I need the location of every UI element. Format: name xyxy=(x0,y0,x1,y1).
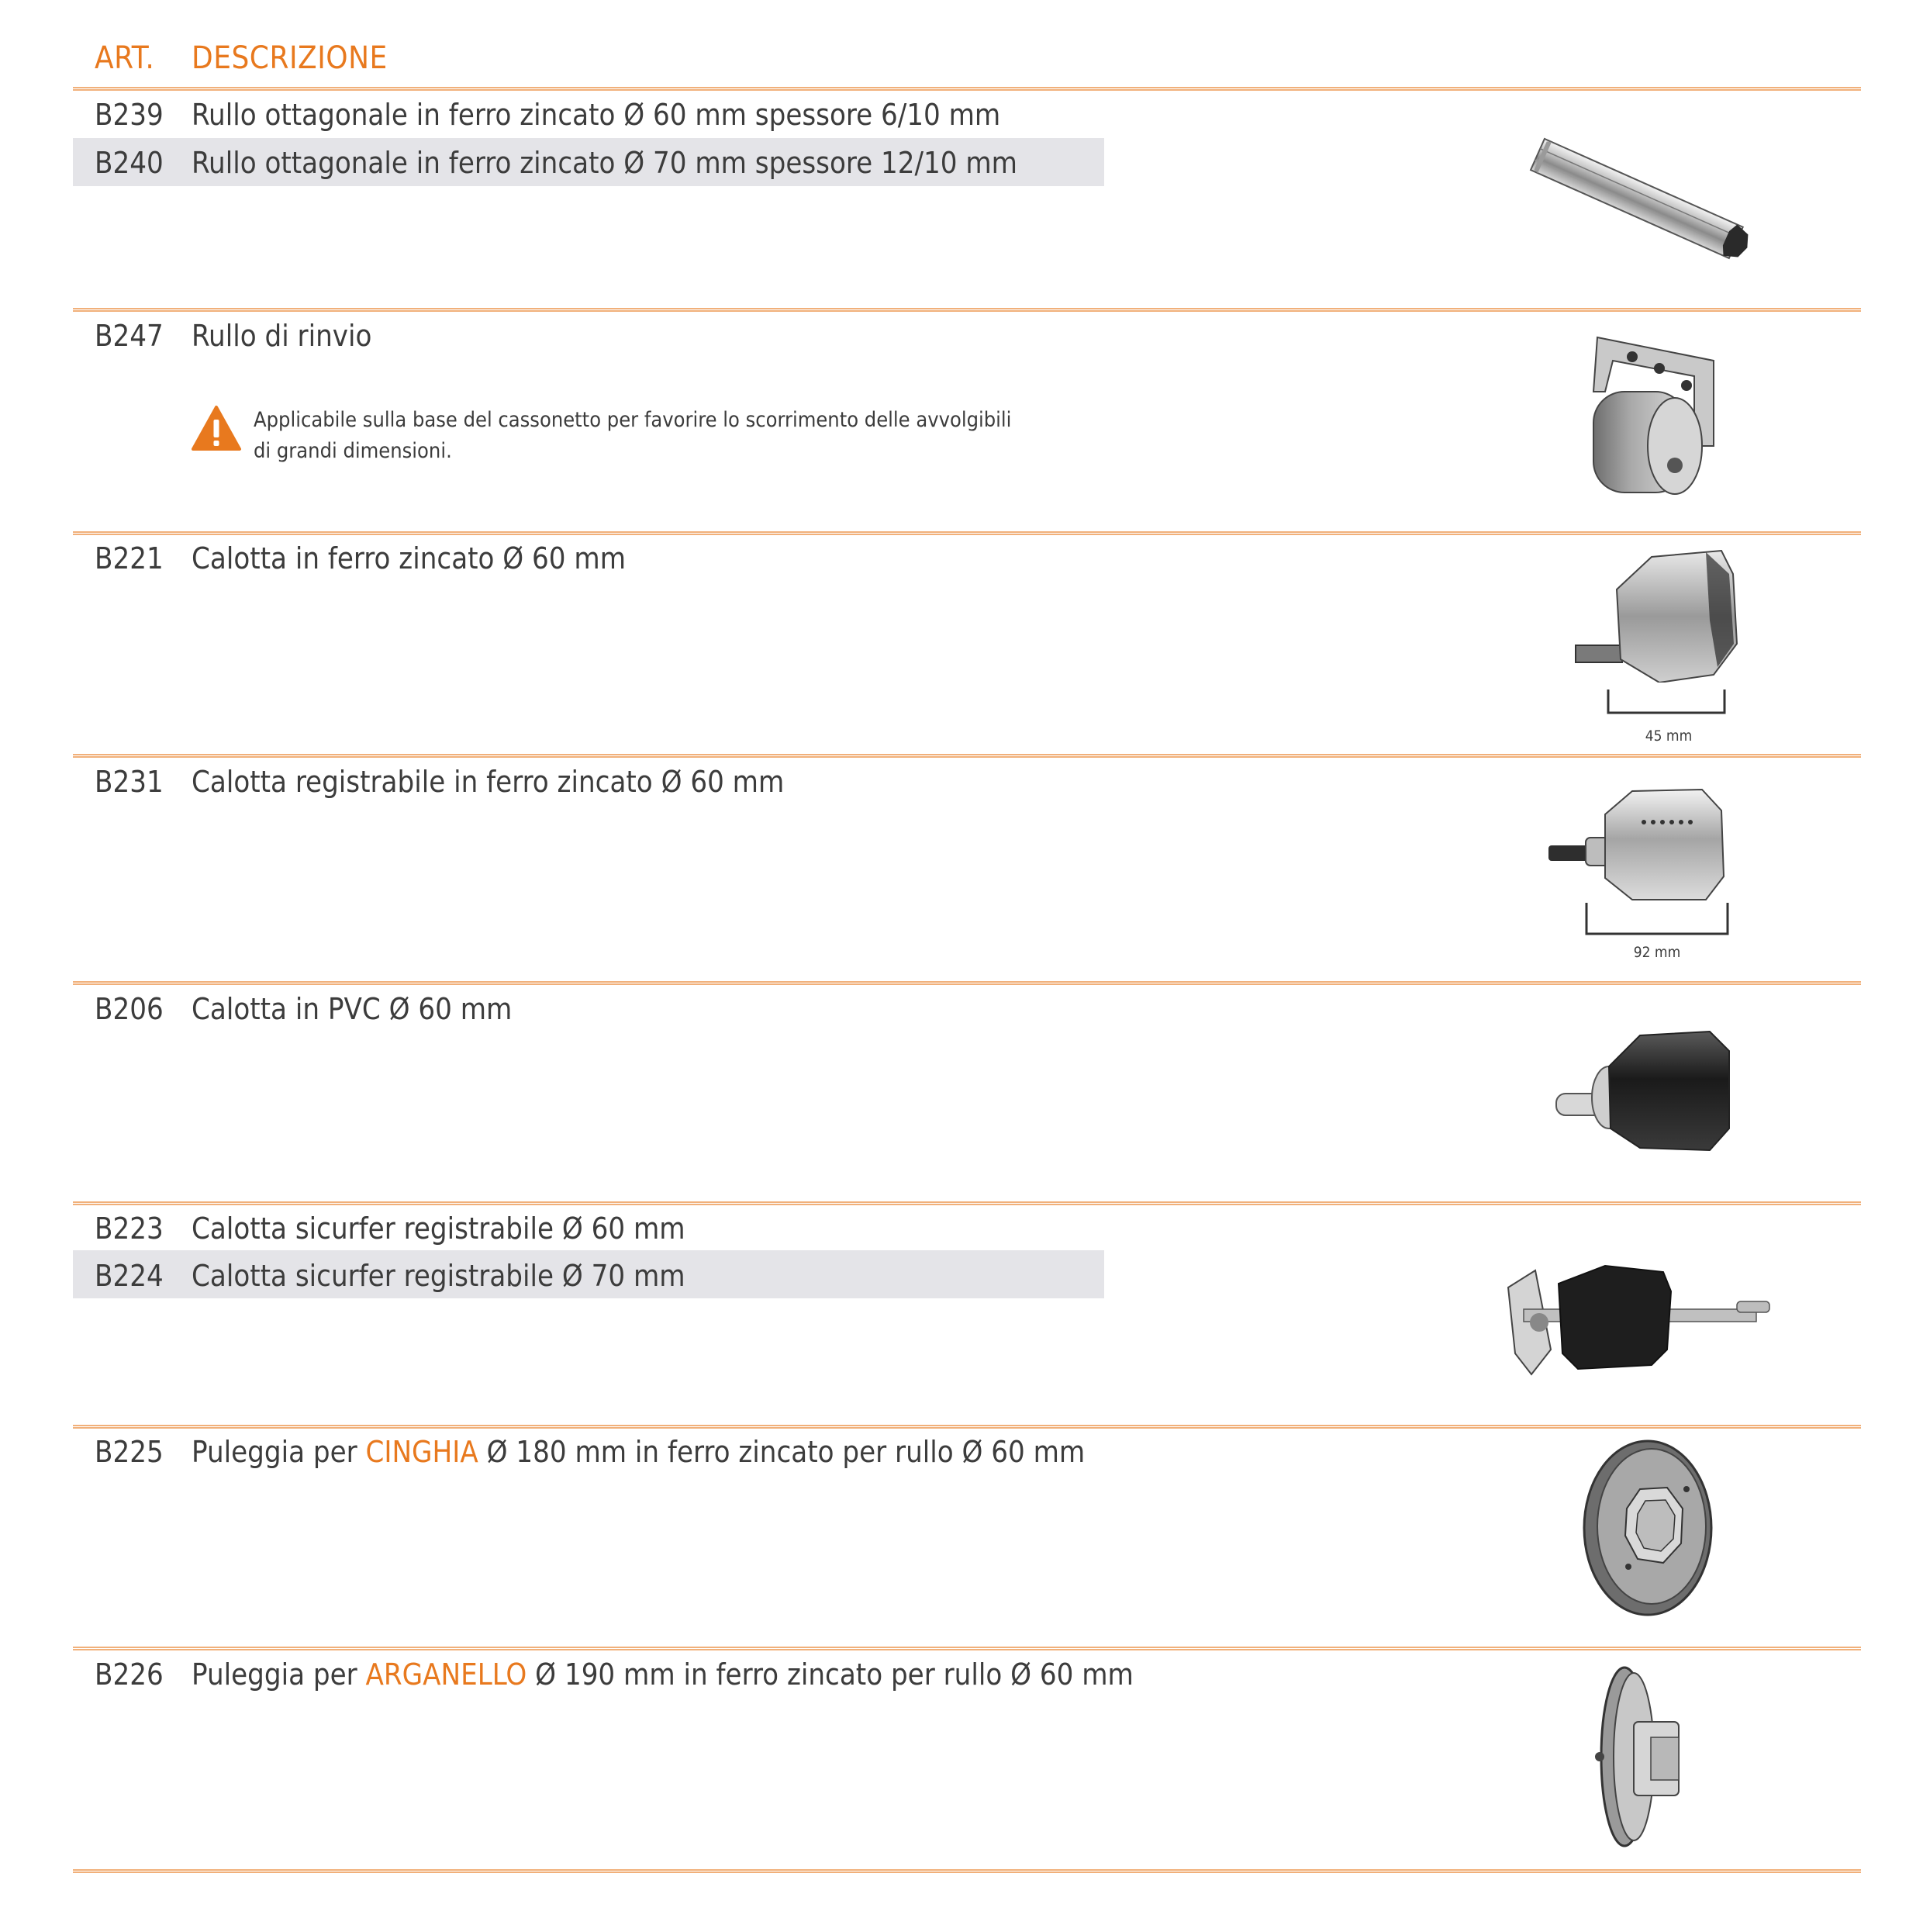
sicurfer-cap-image xyxy=(1504,1256,1772,1388)
article-description: Rullo ottagonale in ferro zincato Ø 70 mm spessore 12/10 mm xyxy=(192,146,1017,180)
note-line: di grandi dimensioni. xyxy=(254,439,452,463)
dimension-label: 45 mm xyxy=(1645,728,1693,745)
adjustable-cap-image xyxy=(1547,783,1733,907)
article-code: B224 xyxy=(95,1259,164,1293)
article-code: B231 xyxy=(95,765,164,799)
separator xyxy=(73,308,1861,312)
column-header-art: ART. xyxy=(95,40,155,76)
article-code: B247 xyxy=(95,319,164,353)
article-code: B239 xyxy=(95,98,164,132)
article-description: Calotta sicurfer registrabile Ø 70 mm xyxy=(192,1259,685,1293)
pvc-cap-image xyxy=(1555,1020,1741,1156)
article-description xyxy=(192,1435,1085,1469)
article-description: Calotta in ferro zincato Ø 60 mm xyxy=(192,541,627,575)
highlight-cinghia: CINGHIA xyxy=(365,1435,478,1469)
separator xyxy=(73,531,1861,535)
separator xyxy=(73,981,1861,985)
separator xyxy=(73,1201,1861,1205)
description-text: Ø 180 mm in ferro zincato per rullo Ø 60 mm xyxy=(478,1435,1086,1469)
separator xyxy=(73,87,1861,91)
column-header-descrizione: DESCRIZIONE xyxy=(192,40,388,76)
separator xyxy=(73,1425,1861,1429)
description-text: Puleggia per xyxy=(192,1435,366,1469)
zinc-cap-image xyxy=(1574,543,1745,683)
article-code: B240 xyxy=(95,146,164,180)
article-description: Calotta in PVC Ø 60 mm xyxy=(192,992,513,1026)
octagonal-roller-image xyxy=(1528,124,1760,279)
highlight-arganello: ARGANELLO xyxy=(365,1657,527,1692)
belt-pulley-image xyxy=(1574,1435,1721,1621)
article-description: Calotta sicurfer registrabile Ø 60 mm xyxy=(192,1211,685,1246)
description-text: Ø 190 mm in ferro zincato per rullo Ø 60 mm xyxy=(526,1657,1134,1692)
dimension-bracket xyxy=(1605,686,1729,717)
article-code: B223 xyxy=(95,1211,164,1246)
separator xyxy=(73,1869,1861,1873)
article-description xyxy=(192,1657,1134,1692)
dimension-label: 92 mm xyxy=(1633,944,1681,961)
dimension-bracket xyxy=(1583,900,1732,938)
warning-icon xyxy=(191,404,242,452)
crank-pulley-image xyxy=(1586,1660,1694,1854)
article-code: B206 xyxy=(95,992,164,1026)
article-description: Rullo di rinvio xyxy=(192,319,372,353)
separator xyxy=(73,754,1861,758)
note-line: Applicabile sulla base del cassonetto per favorire lo scorrimento delle avvolgibili xyxy=(254,408,1012,432)
description-text: Puleggia per xyxy=(192,1657,366,1692)
article-description: Calotta registrabile in ferro zincato Ø 60 mm xyxy=(192,765,785,799)
article-description: Rullo ottagonale in ferro zincato Ø 60 mm spessore 6/10 mm xyxy=(192,98,1001,132)
article-code: B225 xyxy=(95,1435,164,1469)
article-code: B226 xyxy=(95,1657,164,1692)
article-code: B221 xyxy=(95,541,164,575)
note-text xyxy=(254,405,1011,467)
separator xyxy=(73,1647,1861,1650)
return-roller-image xyxy=(1559,330,1737,512)
